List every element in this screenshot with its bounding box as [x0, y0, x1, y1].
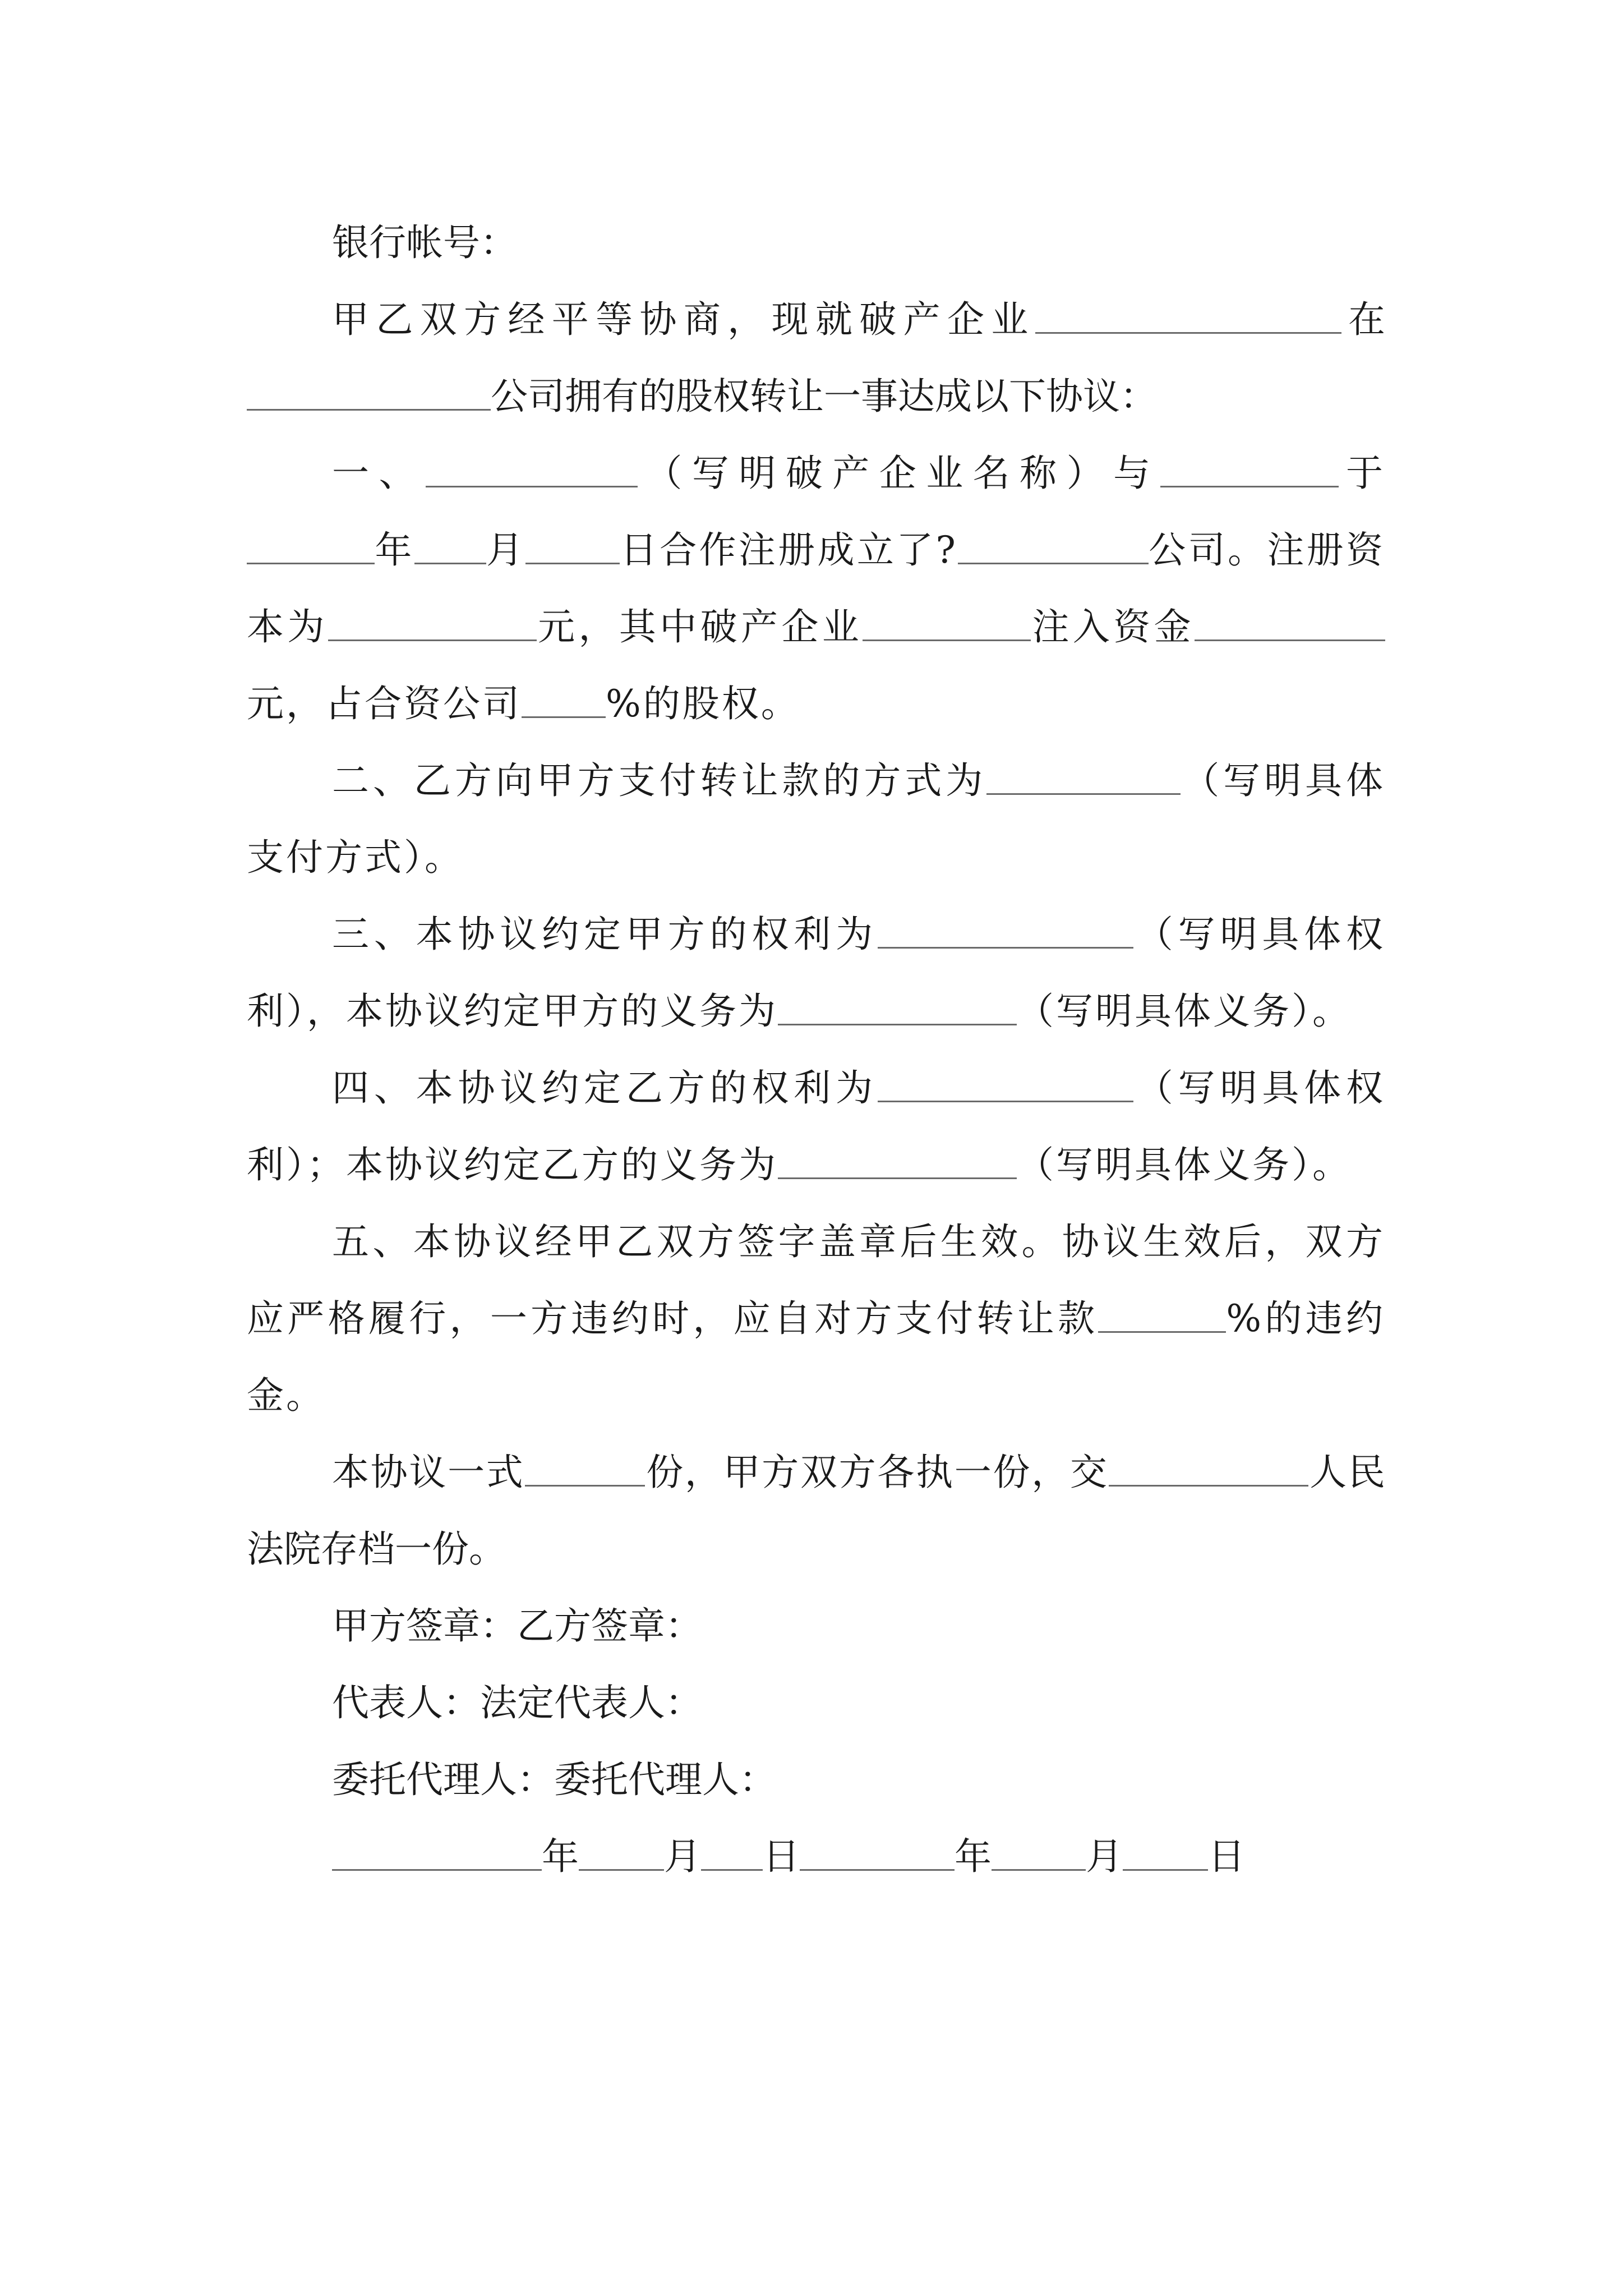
fill-blank[interactable] [247, 374, 491, 411]
signature-line: 甲方签章：乙方签章： [332, 1604, 702, 1648]
intro-paragraph: 甲乙双方经平等协商，现就破产企业 在公司拥有的股权转让一事达成以下协议： [247, 281, 1385, 435]
fill-blank[interactable] [958, 528, 1149, 565]
fill-blank[interactable] [328, 605, 537, 642]
fill-blank[interactable] [992, 1834, 1086, 1871]
clause-4: 四、本协议约定乙方的权利为 （写明具体权利）；本协议约定乙方的义务为 （写明具体义务）。 [247, 1066, 1386, 1186]
clause-1: 一、 （写明破产企业名称）与 于年 月 日合作注册成立了? 公司。注册资本为 元，其中破产企业 注入资金元，占合资公司 %的股权。 [247, 452, 1386, 725]
clause-3: 三、本协议约定甲方的权利为 （写明具体权利），本协议约定甲方的义务为 （写明具体义务）。 [247, 913, 1386, 1033]
fill-blank[interactable] [247, 528, 375, 565]
fill-blank[interactable] [863, 605, 1031, 642]
agreement-body [247, 204, 1385, 1895]
fill-blank[interactable] [1109, 1450, 1308, 1487]
fill-blank[interactable] [1123, 1834, 1208, 1871]
date-line: 年 月 日 年 月 日 [247, 1818, 1385, 1895]
fill-blank[interactable] [1098, 1296, 1226, 1333]
fill-blank[interactable] [525, 1450, 645, 1487]
fill-blank[interactable] [1160, 451, 1339, 488]
fill-blank[interactable] [878, 1066, 1133, 1103]
fill-blank[interactable] [579, 1834, 664, 1871]
fill-blank[interactable] [522, 682, 606, 719]
fill-blank[interactable] [426, 451, 638, 488]
fill-blank[interactable] [986, 758, 1181, 795]
agent-line: 委托代理人：委托代理人： [332, 1758, 776, 1801]
fill-blank[interactable] [800, 1834, 955, 1871]
fill-blank[interactable] [1195, 605, 1385, 642]
clause-2: 二、乙方向甲方支付转让款的方式为 （写明具体支付方式）。 [247, 759, 1386, 879]
fill-blank[interactable] [778, 989, 1017, 1026]
fill-blank[interactable] [878, 912, 1133, 949]
fill-blank[interactable] [701, 1834, 763, 1871]
bank-account-line: 银行帐号： [332, 221, 517, 264]
fill-blank[interactable] [525, 528, 620, 565]
fill-blank[interactable] [414, 528, 486, 565]
representative-line: 代表人：法定代表人： [332, 1681, 702, 1724]
fill-blank[interactable] [778, 1143, 1017, 1180]
copies-paragraph: 本协议一式 份，甲方双方各执一份，交 人民法院存档一份。 [247, 1451, 1386, 1571]
fill-blank[interactable] [1035, 297, 1341, 334]
clause-5: 五、本协议经甲乙双方签字盖章后生效。协议生效后，双方应严格履行，一方违约时，应自对方支付转让款 %的违约金。 [247, 1220, 1385, 1417]
fill-blank[interactable] [332, 1834, 542, 1871]
